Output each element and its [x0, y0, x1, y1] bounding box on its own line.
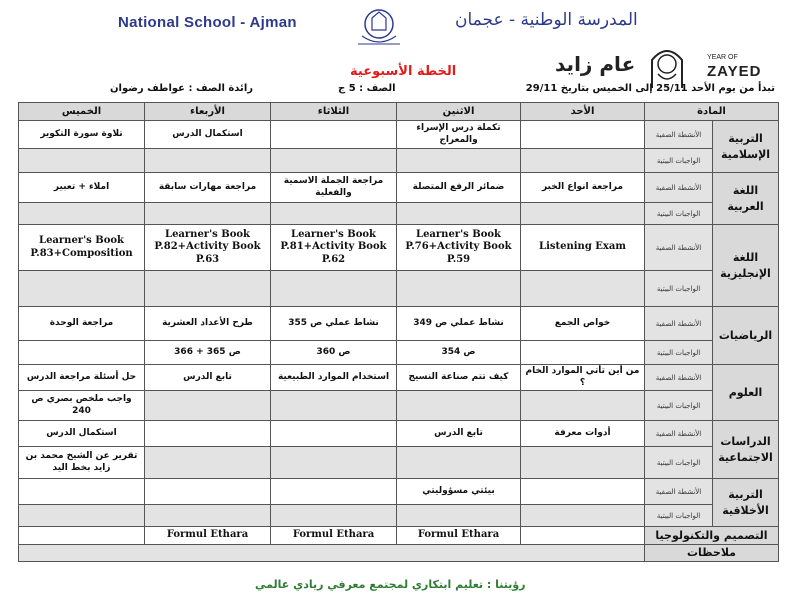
social-hw-tue [271, 447, 397, 479]
english-hw-thu [19, 271, 145, 307]
science-thu: حل أسئلة مراجعة الدرس [19, 365, 145, 391]
english-thu: Learner's Book P.83+Composition [19, 225, 145, 271]
subject-design: التصميم والتكنولوجيا [645, 527, 779, 545]
row-label-activities: الأنشطة الصفية [645, 121, 713, 149]
science-hw-sun [521, 391, 645, 421]
islamic-hw-wed [145, 149, 271, 173]
math-hw-thu [19, 341, 145, 365]
col-tue: الثلاثاء [271, 103, 397, 121]
design-wed: Formul Ethara [145, 527, 271, 545]
social-wed [145, 421, 271, 447]
grade-label: الصف : 5 ج [338, 83, 396, 94]
arabic-wed: مراجعة مهارات سابقة [145, 173, 271, 203]
islamic-sun [521, 121, 645, 149]
year-of-zayed-en: ZAYED [707, 63, 762, 80]
col-thu: الخميس [19, 103, 145, 121]
social-thu: استكمال الدرس [19, 421, 145, 447]
row-label-activities: الأنشطة الصفية [645, 365, 713, 391]
english-mon: Learner's Book P.76+Activity Book P.59 [397, 225, 521, 271]
arabic-hw-thu [19, 203, 145, 225]
arabic-thu: املاء + تعبير [19, 173, 145, 203]
islamic-hw-mon [397, 149, 521, 173]
moral-wed [145, 479, 271, 505]
row-label-activities: الأنشطة الصفية [645, 307, 713, 341]
islamic-hw-thu [19, 149, 145, 173]
math-tue: نشاط عملي ص 355 [271, 307, 397, 341]
design-mon: Formul Ethara [397, 527, 521, 545]
row-label-activities: الأنشطة الصفية [645, 173, 713, 203]
english-hw-sun [521, 271, 645, 307]
english-hw-wed [145, 271, 271, 307]
moral-hw-mon [397, 505, 521, 527]
table-row [19, 173, 779, 203]
arabic-hw-tue [271, 203, 397, 225]
table-row [19, 391, 779, 421]
subject-notes: ملاحظات [645, 545, 779, 562]
table-header-row [19, 103, 779, 121]
row-label-activities: الأنشطة الصفية [645, 225, 713, 271]
table-row [19, 479, 779, 505]
weekly-plan-table [18, 102, 779, 562]
table-row [19, 447, 779, 479]
science-tue: استخدام الموارد الطبيعية [271, 365, 397, 391]
table-row [19, 365, 779, 391]
row-label-activities: الأنشطة الصفية [645, 479, 713, 505]
science-wed: تابع الدرس [145, 365, 271, 391]
row-label-homework: الواجبات البيتية [645, 447, 713, 479]
subject-english: اللغة الإنجليزية [713, 225, 779, 307]
science-hw-thu: واجب ملخص بصري ص 240 [19, 391, 145, 421]
page-title: الخطة الأسبوعية [350, 64, 457, 79]
year-of-zayed-ar: عام زايد [555, 52, 636, 76]
science-hw-wed [145, 391, 271, 421]
moral-hw-thu [19, 505, 145, 527]
arabic-mon: ضمائر الرفع المتصلة [397, 173, 521, 203]
arabic-hw-wed [145, 203, 271, 225]
subject-arabic: اللغة العربية [713, 173, 779, 225]
subject-science: العلوم [713, 365, 779, 421]
design-thu [19, 527, 145, 545]
row-label-homework: الواجبات البيتية [645, 149, 713, 173]
moral-tue [271, 479, 397, 505]
year-of-label: YEAR OF [707, 54, 738, 61]
science-sun: من أين تأتي الموارد الخام ؟ [521, 365, 645, 391]
math-sun: خواص الجمع [521, 307, 645, 341]
moral-hw-tue [271, 505, 397, 527]
islamic-wed: استكمال الدرس [145, 121, 271, 149]
english-hw-tue [271, 271, 397, 307]
math-mon: نشاط عملي ص 349 [397, 307, 521, 341]
science-hw-mon [397, 391, 521, 421]
math-hw-tue: ص 360 [271, 341, 397, 365]
subject-math: الرياضيات [713, 307, 779, 365]
science-mon: كيف تتم صناعة النسيج [397, 365, 521, 391]
islamic-mon: تكملة درس الإسراء والمعراج [397, 121, 521, 149]
moral-sun [521, 479, 645, 505]
row-label-homework: الواجبات البيتية [645, 271, 713, 307]
english-hw-mon [397, 271, 521, 307]
table-row [19, 149, 779, 173]
english-tue: Learner's Book P.81+Activity Book P.62 [271, 225, 397, 271]
islamic-hw-tue [271, 149, 397, 173]
social-mon: تابع الدرس [397, 421, 521, 447]
row-label-homework: الواجبات البيتية [645, 391, 713, 421]
table-row [19, 225, 779, 271]
table-row [19, 121, 779, 149]
arabic-hw-mon [397, 203, 521, 225]
islamic-hw-sun [521, 149, 645, 173]
table-row [19, 505, 779, 527]
subject-moral: التربية الأخلاقية [713, 479, 779, 527]
col-subject: المادة [645, 103, 779, 121]
social-hw-mon [397, 447, 521, 479]
math-wed: طرح الأعداد العشرية [145, 307, 271, 341]
row-label-activities: الأنشطة الصفية [645, 421, 713, 447]
subject-islamic: التربية الإسلامية [713, 121, 779, 173]
col-sun: الأحد [521, 103, 645, 121]
math-hw-mon: ص 354 [397, 341, 521, 365]
school-motto: رؤيتنا : تعليم ابتكاري لمجتمع معرفي ريادي عالمي [255, 578, 526, 591]
table-row [19, 527, 779, 545]
table-row [19, 421, 779, 447]
moral-hw-wed [145, 505, 271, 527]
math-thu: مراجعة الوحدة [19, 307, 145, 341]
english-wed: Learner's Book P.82+Activity Book P.63 [145, 225, 271, 271]
school-logo-icon [348, 6, 410, 50]
english-sun: Listening Exam [521, 225, 645, 271]
social-hw-thu: تقرير عن الشيخ محمد بن زايد بخط اليد [19, 447, 145, 479]
moral-thu [19, 479, 145, 505]
math-hw-sun [521, 341, 645, 365]
table-row [19, 545, 779, 562]
row-label-homework: الواجبات البيتية [645, 203, 713, 225]
social-tue [271, 421, 397, 447]
table-row [19, 203, 779, 225]
arabic-hw-sun [521, 203, 645, 225]
date-range: تبدأ من يوم الأحد 25/11 إلى الخميس بتاريخ 29/11 [525, 83, 775, 94]
arabic-sun: مراجعة انواع الخبر [521, 173, 645, 203]
design-sun [521, 527, 645, 545]
moral-hw-sun [521, 505, 645, 527]
arabic-tue: مراجعة الجملة الاسمية والفعلية [271, 173, 397, 203]
col-mon: الاثنين [397, 103, 521, 121]
social-hw-wed [145, 447, 271, 479]
row-label-homework: الواجبات البيتية [645, 505, 713, 527]
table-row [19, 341, 779, 365]
row-label-homework: الواجبات البيتية [645, 341, 713, 365]
science-hw-tue [271, 391, 397, 421]
subject-social: الدراسات الاجتماعية [713, 421, 779, 479]
social-sun: أدوات معرفة [521, 421, 645, 447]
islamic-tue [271, 121, 397, 149]
social-hw-sun [521, 447, 645, 479]
table-row [19, 307, 779, 341]
col-wed: الأربعاء [145, 103, 271, 121]
class-leader: رائدة الصف : عواطف رضوان [110, 83, 253, 94]
islamic-thu: تلاوة سورة التكوير [19, 121, 145, 149]
school-name-en: National School - Ajman [118, 14, 297, 31]
plan-info [110, 83, 775, 99]
math-hw-wed: ص 365 + 366 [145, 341, 271, 365]
school-name-ar: المدرسة الوطنية - عجمان [455, 10, 638, 30]
notes-content [19, 545, 645, 562]
table-row [19, 271, 779, 307]
moral-mon: بيئتي مسؤوليتي [397, 479, 521, 505]
design-tue: Formul Ethara [271, 527, 397, 545]
